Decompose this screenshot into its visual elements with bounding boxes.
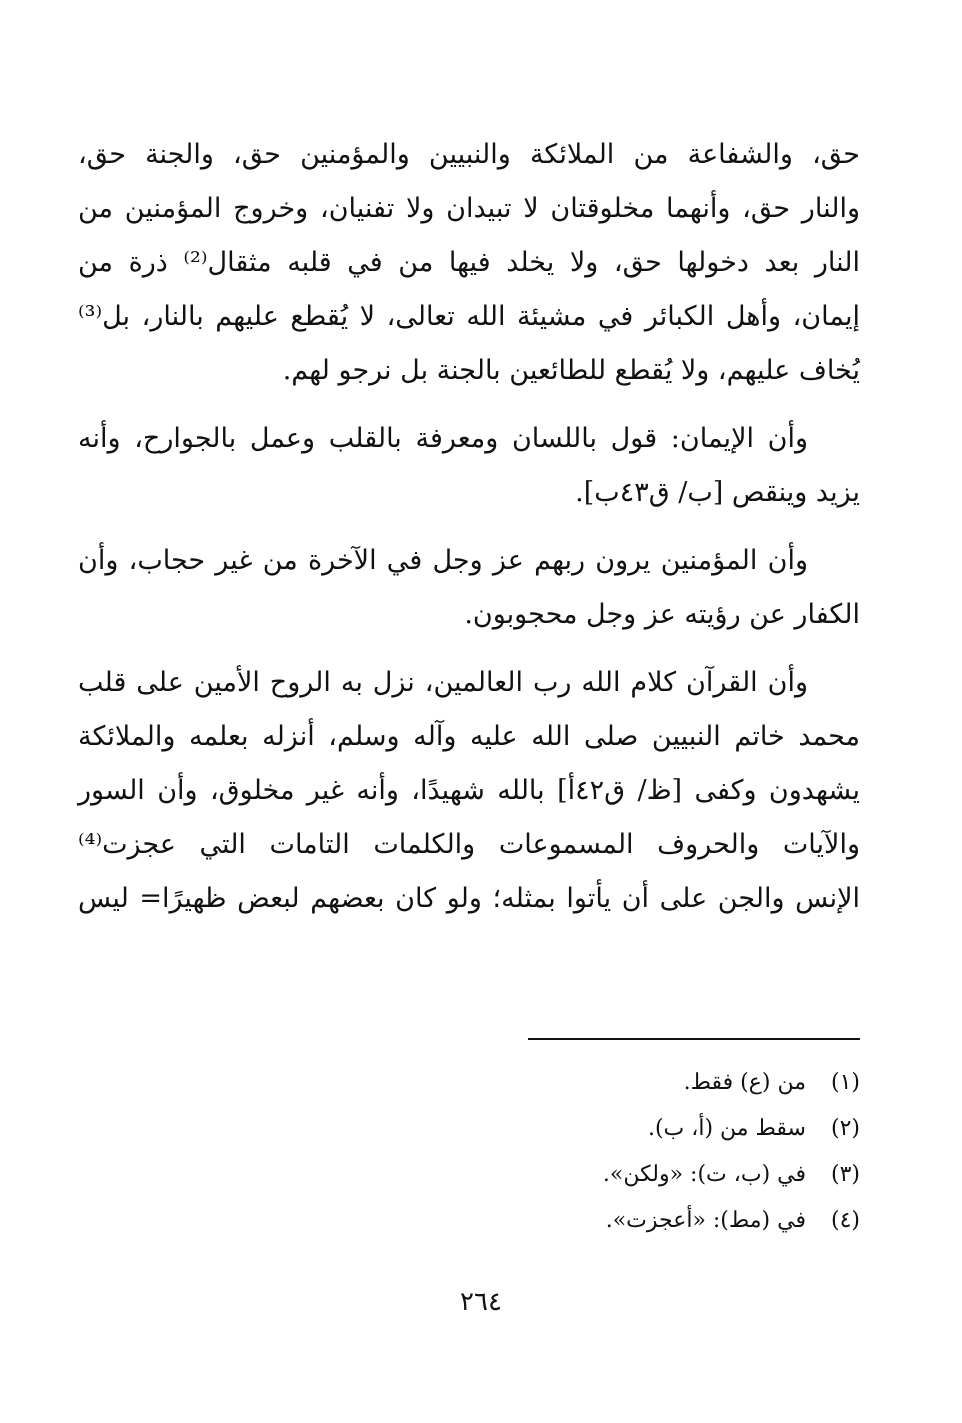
footnote-separator [528, 1038, 860, 1040]
paragraph-1 [78, 128, 860, 398]
footnotes [400, 1060, 860, 1244]
footnote-text: من (ع) فقط. [683, 1070, 806, 1095]
text-line: يزيد وينقص [ب/ ق٤٣ب]. [575, 477, 860, 508]
paragraph-gap [78, 642, 860, 656]
text-line: والآيات والحروف المسموعات والكلمات التامات التي عجزت⁽⁴⁾ [78, 829, 860, 860]
text-line: وأن الإيمان: قول باللسان ومعرفة بالقلب وعمل بالجوارح، وأنه [78, 423, 808, 454]
text-line: محمد خاتم النبيين صلى الله عليه وآله وسلم، أنزله بعلمه والملائكة [78, 721, 860, 752]
text-line: إيمان، وأهل الكبائر في مشيئة الله تعالى، لا يُقطع عليهم بالنار، بل⁽³⁾ [78, 301, 860, 332]
footnote-text: سقط من (أ، ب). [647, 1116, 806, 1141]
paragraph-3 [78, 534, 860, 642]
footnote-number: (٢) [830, 1116, 860, 1141]
text-line: يشهدون وكفى [ظ/ ق٤٢أ] بالله شهيدًا، وأنه غير مخلوق، وأن السور [78, 775, 861, 806]
text-line: حق، والشفاعة من الملائكة والنبيين والمؤمنين حق، والجنة حق، [78, 139, 860, 170]
footnote-number: (٣) [830, 1162, 860, 1187]
footnote-1 [400, 1060, 860, 1106]
footnote-2 [400, 1106, 860, 1152]
footnote-number: (٤) [830, 1208, 860, 1233]
footnote-text: في (ب، ت): «ولكن». [602, 1162, 806, 1187]
text-line: وأن القرآن كلام الله رب العالمين، نزل به الروح الأمين على قلب [78, 667, 808, 698]
text-line: الكفار عن رؤيته عز وجل محجوبون. [464, 599, 860, 630]
main-text [78, 128, 860, 926]
footnote-number: (١) [830, 1070, 860, 1095]
paragraph-2 [78, 412, 860, 520]
footnote-4 [400, 1198, 860, 1244]
text-line: الإنس والجن على أن يأتوا بمثله؛ ولو كان بعضهم لبعض ظهيرًا= ليس [78, 883, 860, 914]
text-line: وأن المؤمنين يرون ربهم عز وجل في الآخرة من غير حجاب، وأن [78, 545, 808, 576]
footnote-3 [400, 1152, 860, 1198]
paragraph-gap [78, 398, 860, 412]
text-line: النار بعد دخولها حق، ولا يخلد فيها من في قلبه مثقال⁽²⁾ ذرة من [78, 247, 860, 278]
footnote-text: في (مط): «أعجزت». [605, 1208, 806, 1233]
paragraph-4 [78, 656, 860, 926]
text-line: يُخاف عليهم، ولا يُقطع للطائعين بالجنة بل نرجو لهم. [282, 355, 860, 386]
paragraph-gap [78, 520, 860, 534]
page-number: ٢٦٤ [460, 1287, 502, 1317]
text-line: والنار حق، وأنهما مخلوقتان لا تبيدان ولا تفنيان، وخروج المؤمنين من [78, 193, 860, 224]
